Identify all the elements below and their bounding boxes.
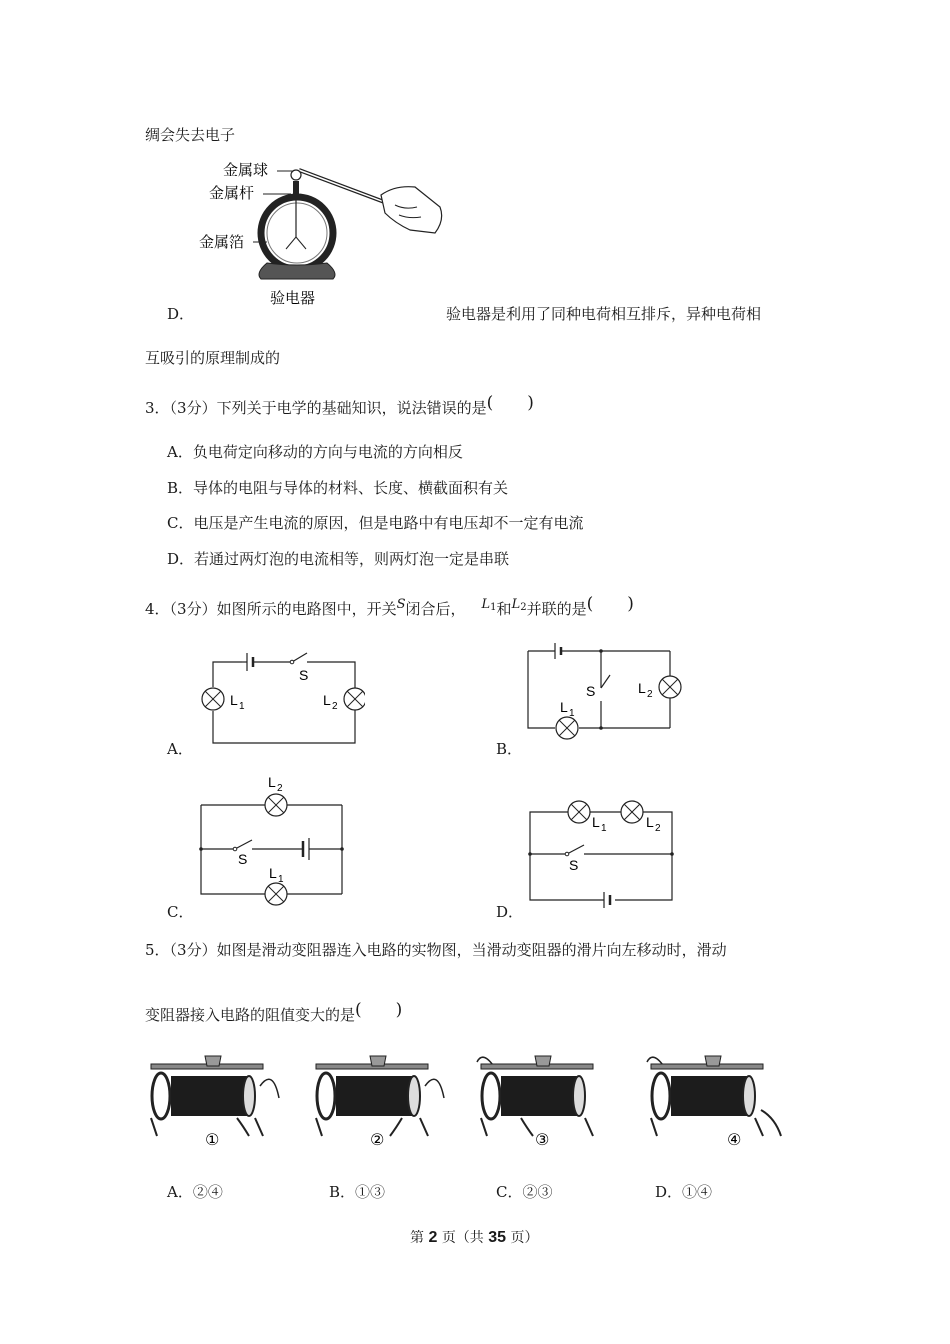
footer-suffix: 页） (510, 1230, 539, 1246)
q3-option-a (167, 441, 463, 462)
q4-number: 4． (145, 600, 170, 618)
q2-option-d-text-cont: 互吸引的原理制成的 (145, 349, 281, 367)
lamp-label: L (560, 699, 568, 715)
q5-paren-open: ( (355, 1000, 362, 1020)
q4-option-a: A． (167, 740, 193, 758)
lamp-label: L (638, 680, 646, 696)
circuit-c (195, 772, 355, 912)
lamp-sub: 1 (278, 874, 284, 885)
lamp-label: L (592, 814, 600, 830)
q4-stem (145, 594, 634, 619)
page-footer (410, 1227, 539, 1247)
option-text: 负电荷定向移动的方向与电流的方向相反 (192, 443, 463, 461)
switch-blade (601, 675, 610, 688)
rheostat-figure-2 (310, 1048, 450, 1153)
circuit-b (520, 643, 695, 748)
q5-paren-close: ) (395, 1000, 403, 1020)
q5-option-b (329, 1181, 385, 1202)
q5-stem (145, 939, 727, 960)
rheostat-figure-3 (475, 1048, 615, 1153)
switch-label: S (569, 857, 579, 873)
option-text: 电压是产生电流的原因，但是电路中有电压却不一定有电流 (193, 514, 584, 532)
lamp-label: L (646, 814, 654, 830)
q5-option-a (167, 1181, 223, 1202)
lamp-label: L (323, 692, 331, 708)
q5-option-d (655, 1181, 712, 1202)
option-text: ②④ (192, 1183, 223, 1201)
option-letter: B． (167, 479, 194, 497)
q5-stem-cont (145, 1000, 403, 1025)
q4-option-b: B． (496, 740, 523, 758)
q5-option-c (496, 1181, 553, 1202)
lamp-sub: 2 (277, 783, 283, 794)
circuit-d (522, 795, 682, 915)
lamp-sub: 2 (655, 823, 661, 834)
option-letter: C． (496, 1183, 523, 1201)
switch-blade (292, 653, 307, 662)
footer-total-pages: 35 (488, 1229, 507, 1246)
option-letter: D． (655, 1183, 683, 1201)
q4-sub-1: 1 (490, 602, 497, 613)
q3-option-d (167, 548, 509, 569)
q4-score: （3分） (169, 600, 217, 618)
q3-option-c (167, 512, 584, 533)
q4-sub-2: 2 (520, 602, 527, 613)
q5-stem-b: 变阻器接入电路的阻值变大的是 (145, 1006, 356, 1024)
label-metal-rod: 金属杆 (209, 185, 255, 202)
option-text: 导体的电阻与导体的材料、长度、横截面积有关 (193, 479, 509, 497)
figure-number: ③ (535, 1132, 550, 1149)
footer-page-number: 2 (428, 1229, 438, 1246)
lamp-label: L (268, 774, 276, 790)
footer-middle: 页（共 (441, 1230, 484, 1246)
footer-prefix: 第 (410, 1230, 424, 1246)
lamp-label: L (269, 865, 277, 881)
q3-number: 3． (145, 399, 170, 417)
option-letter: C． (167, 514, 194, 532)
figure-number: ① (205, 1132, 220, 1149)
q2-option-d-letter: D． (167, 305, 195, 323)
lamp-sub: 1 (601, 823, 607, 834)
q3-paren-close: ) (527, 393, 534, 413)
q2-option-d-text: 验电器是利用了同种电荷相互排斥，异种电荷相 (446, 305, 762, 323)
q5-score: （3分） (169, 941, 217, 959)
figure-number: ② (370, 1132, 385, 1149)
option-letter: B． (329, 1183, 356, 1201)
option-letter: A． (167, 443, 193, 461)
q4-option-d: D． (496, 903, 524, 921)
q4-option-c: C． (167, 903, 194, 921)
option-letter: A． (167, 1183, 193, 1201)
q4-and: 和 (496, 600, 512, 618)
lamp-sub: 2 (647, 689, 653, 700)
option-text: 若通过两灯泡的电流相等，则两灯泡一定是串联 (194, 550, 510, 568)
label-metal-foil: 金属箔 (199, 234, 245, 251)
switch-blade (567, 845, 584, 854)
q4-paren-open: ( (586, 594, 594, 614)
electroscope-figure (195, 155, 450, 310)
rheostat-figure-1 (145, 1048, 285, 1153)
q3-option-b (167, 477, 508, 498)
q4-stem-a: 如图所示的电路图中，开关 (216, 600, 397, 618)
option-text: ①③ (355, 1183, 386, 1201)
q4-var-s: S (396, 597, 406, 612)
label-metal-ball: 金属球 (223, 162, 269, 179)
rheostat-figure-4 (645, 1048, 785, 1153)
q5-number: 5． (145, 941, 170, 959)
q4-var-l2: L (511, 597, 521, 612)
lamp-sub: 1 (569, 708, 575, 719)
switch-label: S (238, 851, 248, 867)
switch-blade (235, 840, 252, 849)
option-text: ②③ (522, 1183, 553, 1201)
q4-stem-b: 闭合后， (405, 600, 466, 618)
q4-paren-close: ) (627, 594, 634, 614)
q4-var-l1: L (481, 597, 491, 612)
lamp-sub: 1 (239, 701, 245, 712)
option-letter: D． (167, 550, 195, 568)
q5-stem-a: 如图是滑动变阻器连入电路的实物图，当滑动变阻器的滑片向左移动时，滑动 (216, 941, 727, 959)
lamp-sub: 2 (332, 701, 338, 712)
switch-label: S (586, 683, 596, 699)
electroscope-caption: 验电器 (270, 290, 316, 307)
circuit-a (195, 648, 365, 748)
switch-label: S (299, 667, 309, 683)
q2-line: 绸会失去电子 (145, 126, 236, 144)
figure-number: ④ (727, 1132, 742, 1149)
q4-stem-c: 并联的是 (526, 600, 587, 618)
option-text: ①④ (682, 1183, 713, 1201)
q3-score: （3分） (169, 399, 217, 417)
q3-stem-text: 下列关于电学的基础知识，说法错误的是 (216, 399, 487, 417)
q3-stem (145, 393, 534, 418)
lamp-label: L (230, 692, 238, 708)
q3-paren-open: ( (486, 393, 494, 413)
